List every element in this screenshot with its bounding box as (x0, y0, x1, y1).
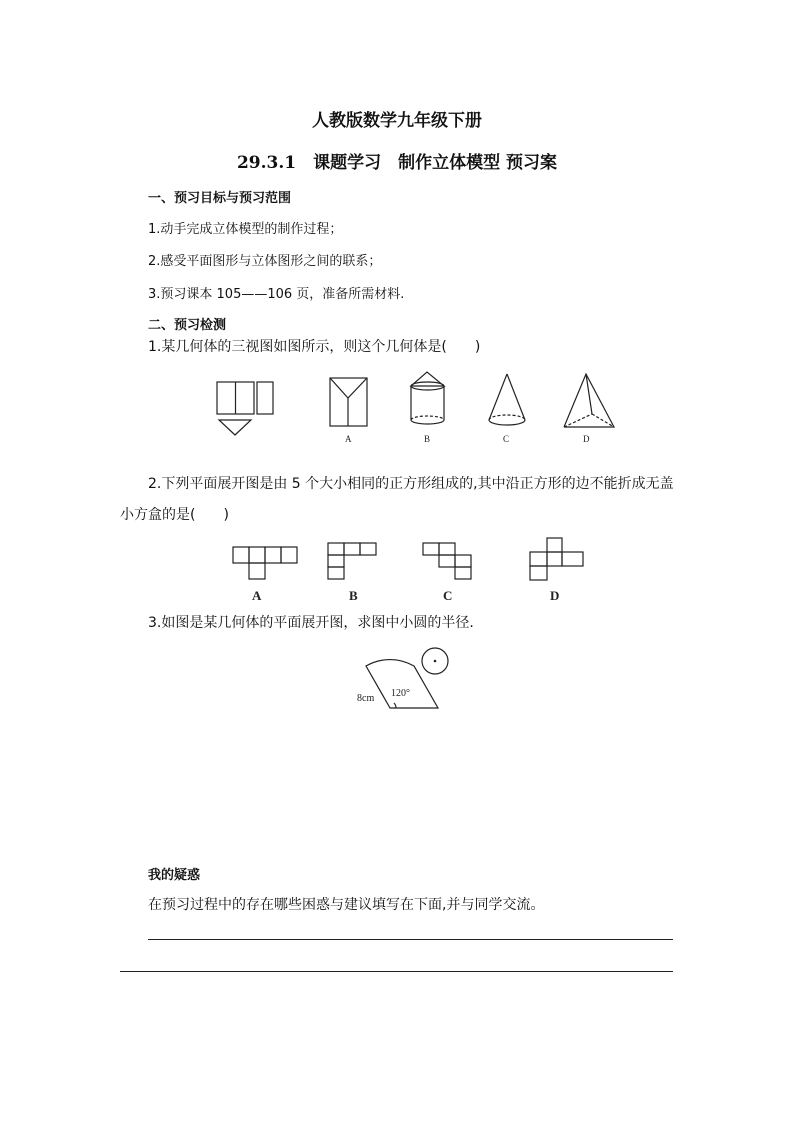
q2-option-b-label: B (349, 588, 358, 603)
q1-figure (200, 368, 640, 450)
q2-option-d-label: D (550, 588, 560, 603)
question-2-line-2: 小方盒的是( ) (120, 507, 229, 523)
q2-figure (225, 535, 595, 607)
angle-label: 120° (391, 688, 410, 699)
question-3: 3.如图是某几何体的平面展开图，求图中小圆的半径. (148, 615, 474, 631)
net-b (328, 543, 376, 579)
book-title: 人教版数学九年级下册 (312, 111, 482, 131)
option-b-cylinder-cone (411, 372, 444, 424)
circle-center-dot (434, 660, 437, 663)
section-heading-goals: 一、预习目标与预习范围 (148, 191, 292, 206)
question-2-line-1: 2.下列平面展开图是由 5 个大小相同的正方形组成的,其中沿正方形的边不能折成无盖 (148, 476, 674, 492)
q1-option-b-label: B (424, 434, 431, 444)
section-heading-check: 二、预习检测 (148, 318, 227, 333)
net-a (233, 547, 297, 579)
reflection-prompt: 在预习过程中的存在哪些困惑与建议填写在下面,并与同学交流。 (148, 897, 545, 913)
angle-arc (394, 703, 396, 708)
option-c-cone (489, 374, 525, 425)
goal-item-1: 1.动手完成立体模型的制作过程； (148, 222, 343, 237)
radius-label: 8cm (357, 693, 375, 704)
q3-figure (350, 640, 460, 715)
lesson-title: 29.3.1 课题学习 制作立体模型 预习案 (236, 153, 558, 173)
q1-option-a-label: A (345, 434, 352, 444)
answer-line-2[interactable] (120, 971, 673, 972)
answer-line-1[interactable] (148, 939, 673, 940)
q1-option-d-label: D (583, 434, 590, 444)
goal-item-3: 3.预习课本 105——106 页，准备所需材料. (148, 287, 405, 302)
reflection-heading: 我的疑惑 (148, 868, 201, 883)
net-d (530, 538, 583, 580)
three-view-diagram (217, 382, 273, 435)
q2-option-a-label: A (252, 588, 262, 603)
sector-shape (366, 660, 438, 708)
option-a-prism (330, 378, 367, 426)
goal-item-2: 2.感受平面图形与立体图形之间的联系； (148, 254, 382, 269)
net-c (423, 543, 471, 579)
q2-option-c-label: C (443, 588, 453, 603)
q1-option-c-label: C (503, 434, 510, 444)
option-d-pyramid (564, 374, 614, 427)
question-1: 1.某几何体的三视图如图所示，则这个几何体是( ) (148, 339, 481, 355)
